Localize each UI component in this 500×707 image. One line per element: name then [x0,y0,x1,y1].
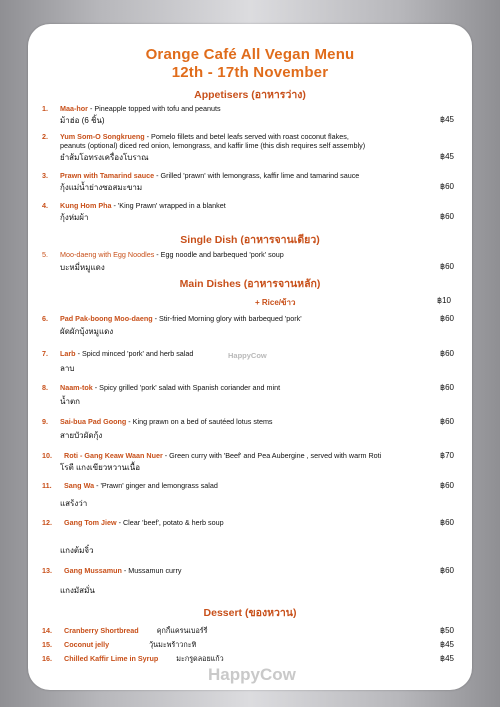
rice-price: ฿10 [437,296,451,305]
happycow-watermark-logo: HappyCow [208,665,296,684]
item-description: - Spicd minced 'pork' and herb salad [75,349,194,358]
item-description: - Pomelo fillets and betel leafs served with roast coconut flakes, [144,132,349,141]
item-thai-name: ม้าฮ่อ (6 ชิ้น) [60,116,105,125]
menu-item [42,566,454,598]
item-price: ฿60 [440,349,454,358]
item-number: 16. [42,654,52,663]
menu-card [28,24,472,690]
item-number: 2. [42,132,48,141]
item-price: ฿60 [440,182,454,191]
item-thai-name: มะกรูดลอยแก้ว [176,654,224,663]
menu-item [42,640,454,652]
item-name: Prawn with Tamarind sauce [60,171,155,180]
item-name: Naam-tok [60,383,93,392]
item-number: 3. [42,171,48,180]
menu-item [42,481,454,509]
item-thai-name: แกงมัสมั่น [60,586,95,595]
item-price: ฿60 [440,212,454,221]
menu-item [42,171,454,199]
menu-item [42,201,454,229]
item-price: ฿50 [440,626,454,635]
item-name: Gang Tom Jiew [64,518,117,527]
section-appetisers: Appetisers (อาหารว่าง) [194,89,306,101]
item-description: - 'Prawn' ginger and lemongrass salad [94,481,218,490]
item-price: ฿60 [440,417,454,426]
item-price: ฿60 [440,518,454,527]
item-thai-name: วุ้นมะพร้าวกะทิ [149,640,197,649]
item-description: - King prawn on a bed of sautéed lotus stems [126,417,273,426]
menu-item [42,417,454,445]
item-description: - Egg noodle and barbequed 'pork' soup [154,250,284,259]
menu-dates: 12th - 17th November [171,64,329,81]
item-number: 9. [42,417,48,426]
item-number: 8. [42,383,48,392]
item-price: ฿60 [440,566,454,575]
item-price: ฿60 [440,383,454,392]
section-main-dishes: Main Dishes (อาหารจานหลัก) [179,278,321,290]
item-name: Coconut jelly [64,640,110,649]
item-description-cont: peanuts (optional) diced red onion, lemongrass, and kaffir lime (this dish requires self assembly) [60,141,366,150]
item-thai-name: แกงต้มจิ๋ว [60,546,94,555]
item-number: 13. [42,566,52,575]
menu-item [42,104,454,132]
item-thai-name: แสร้งว่า [60,499,88,508]
menu-item [42,383,454,411]
item-price: ฿45 [440,152,454,161]
item-price: ฿70 [440,451,454,460]
item-description: - Stir-fried Morning glory with barbequed 'pork' [152,314,302,323]
rice-label: + Rice/ข้าว [255,298,296,307]
item-description: - Green curry with 'Beef' and Pea Aubergine , served with warm Roti [162,451,382,460]
item-thai-name: น้ำตก [60,397,80,406]
menu-item [42,132,454,168]
item-number: 11. [42,481,52,490]
item-name: Pad Pak-boong Moo-daeng [60,314,153,323]
item-description: - Grilled 'prawn' with lemongrass, kaffir lime and tamarind sauce [154,171,360,180]
item-name: Kung Hom Pha [60,201,112,210]
item-thai-name: ลาบ [60,364,75,373]
section-dessert: Dessert (ของหวาน) [203,607,297,619]
item-number: 6. [42,314,48,323]
item-thai-name: ยำส้มโอทรงเครื่องโบราณ [60,153,149,162]
item-price: ฿45 [440,654,454,663]
item-name: Sai-bua Pad Goong [60,417,127,426]
item-thai-name: สายบัวผัดกุ้ง [60,431,103,440]
item-description: - Mussamun curry [121,566,182,575]
item-number: 12. [42,518,52,527]
item-name: Gang Mussamun [64,566,122,575]
item-price: ฿60 [440,314,454,323]
item-price: ฿45 [440,640,454,649]
item-description: - Clear 'beef', potato & herb soup [116,518,224,527]
item-thai-name: โรตี แกงเขียวหวานเนื้อ [60,463,141,472]
item-description: - Spicy grilled 'pork' salad with Spanish coriander and mint [92,383,281,392]
menu-item [42,250,454,278]
item-price: ฿60 [440,481,454,490]
item-thai-name: กุ้งห่มผ้า [60,213,89,222]
happycow-watermark-small: HappyCow [228,351,267,360]
item-name: Moo-daeng with Egg Noodles [60,250,155,259]
menu-item [42,314,454,342]
item-number: 14. [42,626,52,635]
item-description: - 'King Prawn' wrapped in a blanket [111,201,226,210]
item-number: 10. [42,451,52,460]
item-name: Sang Wa [64,481,95,490]
item-name: Maa-hor [60,104,88,113]
item-number: 7. [42,349,48,358]
item-name: Yum Som-O Songkrueng [60,132,145,141]
item-thai-name: คุกกี้แครนเบอร์รี่ [156,626,208,635]
item-description: - Pineapple topped with tofu and peanuts [87,104,221,113]
item-price: ฿45 [440,115,454,124]
item-name: Larb [60,349,76,358]
menu-item [42,451,454,479]
item-number: 4. [42,201,48,210]
item-name: Chilled Kaffir Lime in Syrup [64,654,159,663]
menu-title: Orange Café All Vegan Menu [145,46,355,63]
item-name: Cranberry Shortbread [64,626,139,635]
item-thai-name: ผัดผักบุ้งหมูแดง [60,327,114,336]
item-number: 15. [42,640,52,649]
item-number: 5. [42,250,48,259]
item-number: 1. [42,104,48,113]
item-thai-name: บะหมี่หมูแดง [60,263,105,272]
section-single-dish: Single Dish (อาหารจานเดียว) [180,234,320,246]
item-thai-name: กุ้งแม่น้ำย่างซอสมะขาม [60,183,143,192]
menu-item [42,626,454,638]
item-price: ฿60 [440,262,454,271]
item-name: Roti - Gang Keaw Waan Nuer [64,451,163,460]
menu-item [42,518,454,558]
